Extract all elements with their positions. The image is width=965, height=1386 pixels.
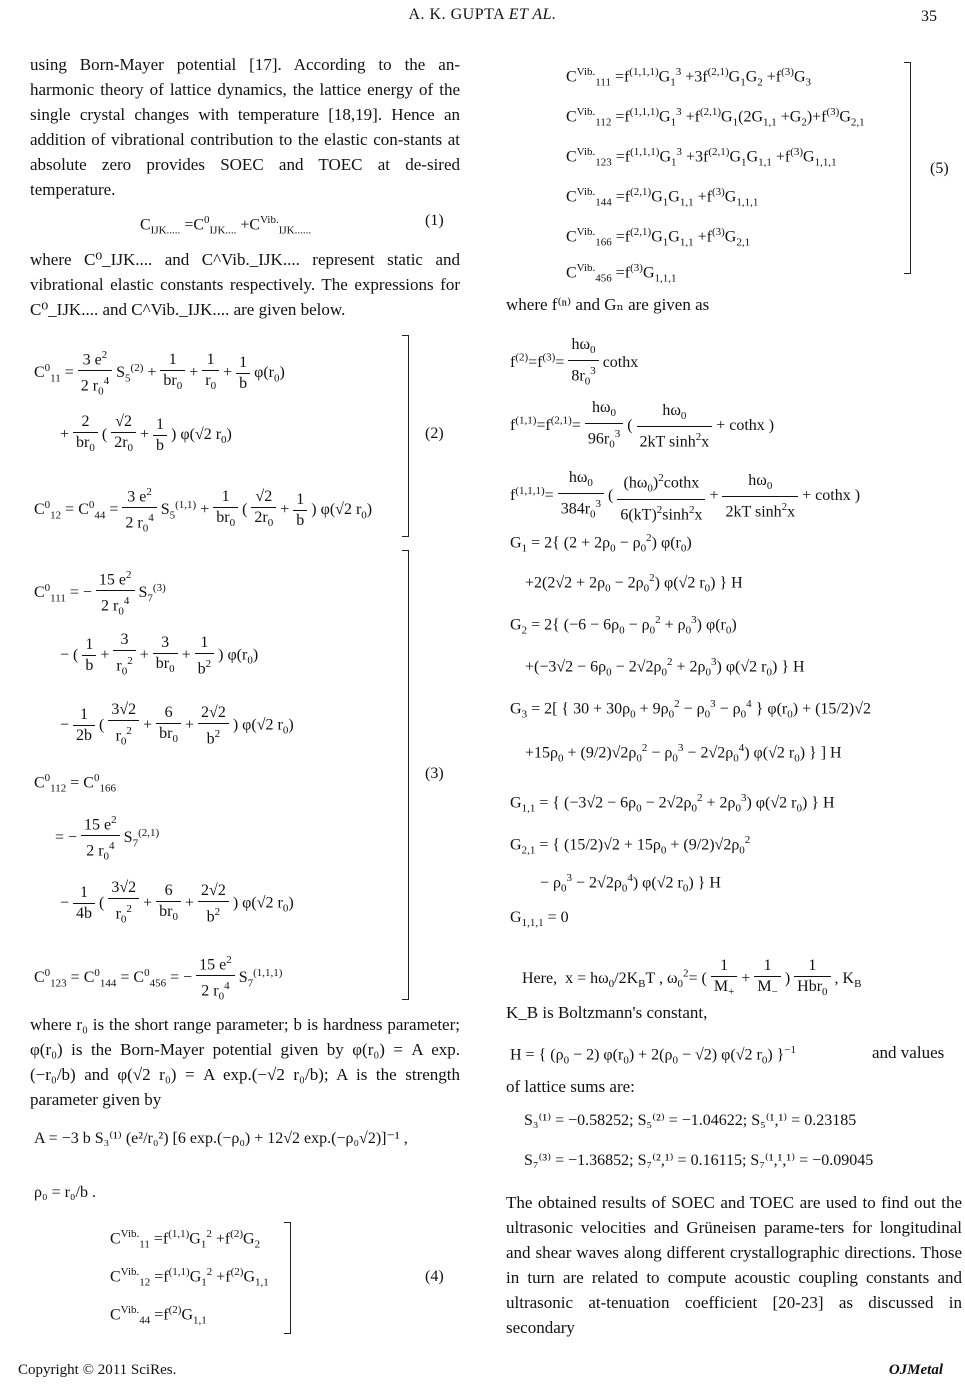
lattice-sums-row-2: S₇⁽³⁾ = −1.36852; S₇⁽²,¹⁾ = 0.16115; S₇⁽¹,¹,¹⁾ = −0.09045 [524, 1152, 874, 1169]
equation-2-line-3: $C^0_{12} = C^0_{44}$ = $\frac{3 e^2}{2 r_0^4}$ $S_5^{(1,1)}$ + $\frac{1}{br_0}$ ( $\frac{√2}{2r_0}$ + $\frac{1}{b}$ ) φ(√2 $r_0$) [34, 482, 372, 539]
f-def-line-3: $f^{(1,1,1)}=$ $\frac{h\omega_0}{384r_0^3}$ ( $\frac{(h\omega_0)^2cothx}{6(kT)^2\sinh^2x}$ + $\frac{h\omega_0}{2kT \sinh^2x}$ + cothx ) [510, 469, 861, 523]
values-text-2: of lattice sums are: [506, 1077, 635, 1096]
header-authors: A. K. GUPTA [408, 6, 505, 23]
equation-4-number: (4) [425, 1268, 444, 1285]
equation-4-line-3: $C^{Vib.}_{44} =f^{(2)}G_{1,1}$ [110, 1304, 207, 1327]
equation-3-line-2: − ( $\frac{1}{b}$ + $\frac{3}{r_0^2}$ + $\frac{3}{br_0}$ + $\frac{1}{b^2}$ ) $\varphi(r_0)$ [60, 631, 259, 678]
page-number: 35 [921, 8, 937, 25]
equation-3-line-4: $C^0_{112} = C^0_{166}$ [34, 772, 116, 795]
equation-1-number: (1) [425, 212, 444, 229]
equation-2-number: (2) [425, 425, 444, 442]
footer-journal: OJMetal [888, 1362, 943, 1378]
equation-5-line-1: $C^{Vib.}_{111} =f^{(1,1,1)}G_1^3 +3f^{(2,1)}G_1G_2 +f^{(3)}G_3$ [566, 66, 812, 89]
g2-line-1: $G_2 = 2${ $(-6 - 6\rho_0 - \rho_0^2 + \rho_0^3)$ $\varphi(r_0)$ [510, 614, 737, 637]
equation-4-line-2: $C^{Vib.}_{12} =f^{(1,1)}G_1^2 +f^{(2)}G_{1,1}$ [110, 1266, 269, 1289]
equation-2-line-1: $C^0_{11}$ = $\frac{3 e^2}{2 r_0^4}$ $S_5^{(2)}$ + $\frac{1}{br_0}$ + $\frac{1}{r_0}$ + $\frac{1}{b}$ $\varphi(r_0)$ [34, 345, 285, 402]
equation-2-brace [402, 335, 409, 537]
equation-2-line-2: + $\frac{2}{br_0}$ ( $\frac{√2}{2r_0}$ + $\frac{1}{b}$ ) φ(√2 $r_0$) [60, 413, 232, 455]
f-def-line-2: $f^{(1,1)}=f^{(2,1)}=$ $\frac{h\omega_0}{96r_0^3}$ ( $\frac{h\omega_0}{2kT \sinh^2x}$ + cothx ) [510, 399, 775, 451]
equation-3-line-6: − $\frac{1}{4b}$ ( $\frac{3√2}{r_0^2}$ + $\frac{6}{br_0}$ + $\frac{2√2}{b^2}$ ) φ(√2 $r_0$) [60, 879, 294, 926]
equation-5-number: (5) [930, 160, 949, 177]
left-para-1: using Born-Mayer potential [17]. According to the an-harmonic theory of lattice dynamics, the lattice energy of the single crystal changes with temperature [18,19]. Hence an addition of vibrational contribution to the elastic con-stants at absolute zero provides SOEC and TOEC at de-sired temperature. [30, 55, 460, 199]
equation-3-line-3: − $\frac{1}{2b}$ ( $\frac{3√2}{r_0^2}$ + $\frac{6}{br_0}$ + $\frac{2√2}{b^2}$ ) φ(√2 $r_0$) [60, 701, 294, 748]
g3-line-2: $+15\rho_0 + (9/2)√2\rho_0^2 - \rho_0^3 - 2√2\rho_0^4$) φ(√2 $r_0$) } ] H [525, 742, 842, 765]
equation-5-line-4: $C^{Vib.}_{144} =f^{(2,1)}G_1G_{1,1} +f^{(3)}G_{1,1,1}$ [566, 186, 759, 209]
right-where-text: where f⁽ⁿ⁾ and Gₙ are given as [506, 295, 710, 314]
f-def-line-1: $f^{(2)}=f^{(3)}=$ $\frac{h\omega_0}{8r_0^3}$ cothx [510, 336, 639, 388]
equation-5-line-6: $C^{Vib.}_{456} =f^{(3)}G_{1,1,1}$ [566, 262, 677, 285]
g1-line-1: $G_1 = 2${ $(2 + 2\rho_0 - \rho_0^2)$ $\varphi(r_0)$ [510, 532, 692, 555]
equation-1: $C_{IJK.....} =C^0_{IJK....} +C^{Vib.}_{IJK......}$ [140, 214, 312, 237]
g21-line-1: $G_{2,1}$ = { $(15/2)√2 + 15\rho_0 + (9/2)√2\rho_0^2$ [510, 834, 751, 857]
here-label: Here, [522, 969, 558, 987]
g111-line: $G_{1,1,1} = 0$ [510, 909, 569, 930]
equation-4-line-1: $C^{Vib.}_{11} =f^{(1,1)}G_1^2 +f^{(2)}G_2$ [110, 1228, 261, 1251]
g21-line-2: − $\rho_0^3 - 2√2\rho_0^4$) φ(√2 $r_0$) } H [540, 872, 721, 895]
equation-5-line-5: $C^{Vib.}_{166} =f^{(2,1)}G_1G_{1,1} +f^{(3)}G_{2,1}$ [566, 226, 751, 249]
right-final-para: The obtained results of SOEC and TOEC are used to find out the ultrasonic velocities and Grüneisen parame-ters for longitudinal and shear waves along different crystallographic directions. Those in turn are related to compute acoustic coupling constants and ultrasonic at-tenuation coefficient [20-23] as discussed in secondary [506, 1193, 962, 1337]
equation-3-line-7: $C^0_{123} = C^0_{144} = C^0_{456}$ = − $\frac{15 e^2}{2 r_0^4}$ $S_7^{(1,1,1)}$ [34, 950, 282, 1007]
equation-5-line-2: $C^{Vib.}_{112} =f^{(1,1,1)}G_1^3 +f^{(2,1)}G_1(2G_{1,1} +G_2)+f^{(3)}G_{2,1}$ [566, 106, 865, 129]
equation-3-line-1: $C^0_{111}$ = − $\frac{15 e^2}{2 r_0^4}$ $S_7^{(3)}$ [34, 565, 166, 622]
equation-rho: ρ₀ = r₀/b . [34, 1184, 96, 1201]
right-kb-text: K_B is Boltzmann's constant, [506, 1003, 708, 1022]
footer-copyright: Copyright © 2011 SciRes. [18, 1362, 177, 1378]
equation-4-brace [284, 1222, 291, 1334]
g2-line-2: $+(-3√2 - 6\rho_0 - 2√2\rho_0^2 + 2\rho_0^3)$ φ(√2 $r_0$) } H [525, 656, 805, 679]
values-text-1: and values [872, 1043, 945, 1062]
g11-line: $G_{1,1}$ = { $(-3√2 - 6\rho_0 - 2√2\rho_0^2 + 2\rho_0^3)$ φ(√2 $r_0$) } H [510, 792, 835, 815]
running-header [0, 6, 965, 24]
equation-3-line-5: = − $\frac{15 e^2}{2 r_0^4}$ $S_7^{(2,1)}$ [55, 810, 159, 867]
left-para-2: where C⁰_IJK.... and C^Vib._IJK.... represent static and vibrational elastic constants respectively. The expressions for C⁰_IJK.... and C^Vib._IJK.... are given below. [30, 250, 460, 319]
g3-line-1: $G_3 = 2$[ { $30 + 30\rho_0 + 9\rho_0^2 - \rho_0^3 - \rho_0^4$ } $\varphi(r_0) + (15/2)√2$ [510, 698, 871, 721]
here-line: Here, $x = h\omega_0/2K_BT$ , $\omega_0^2=$ ( $\frac{1}{M_+}$ + $\frac{1}{M_-}$ ) $\frac{1}{Hbr_0}$ , $K_B$ [522, 957, 862, 999]
equation-3-number: (3) [425, 765, 444, 782]
header-etal: ET AL. [508, 6, 557, 23]
equation-A: A = −3 b S₃⁽¹⁾ (e²/r₀²) [6 exp.(−ρ₀) + 12√2 exp.(−ρ₀√2)]⁻¹ , [34, 1130, 408, 1147]
g1-line-2: $+2(2√2 + 2\rho_0 - 2\rho_0^2)$ φ(√2 $r_0$) } H [525, 572, 743, 595]
equation-3-brace [402, 550, 409, 1000]
lattice-sums-row-1: S₃⁽¹⁾ = −0.58252; S₅⁽²⁾ = −1.04622; S₅⁽¹,¹⁾ = 0.23185 [524, 1112, 857, 1129]
h-def-line: H = { $(\rho_0 - 2) \varphi(r_0) + 2(\rho_0 - √2)$ φ(√2 $r_0$) }$^{-1}$ [510, 1044, 797, 1067]
equation-5-brace [904, 62, 911, 274]
left-para-3: where r₀ is the short range parameter; b is hardness parameter; φ(r₀) is the Born-Mayer potential given by φ(r₀) = A exp.(−r₀/b) and φ(√2 r₀) = A exp.(−√2 r₀/b); A is the strength parameter given by [30, 1015, 460, 1109]
equation-5-line-3: $C^{Vib.}_{123} =f^{(1,1,1)}G_1^3 +3f^{(2,1)}G_1G_{1,1} +f^{(3)}G_{1,1,1}$ [566, 146, 837, 169]
